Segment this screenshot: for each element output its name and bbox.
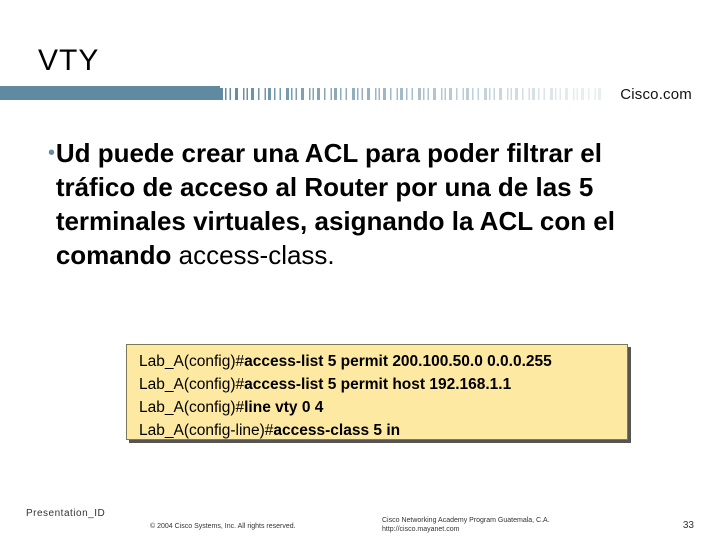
bullet-icon: • (48, 142, 56, 164)
code-line (139, 373, 615, 396)
header-stripe-band (0, 86, 720, 104)
cisco-logo: Cisco.com (620, 86, 692, 103)
bullet-body: Ud puede crear una ACL para poder filtrar el tráfico de acceso al Router por una de las 5 terminales virtuales, asignando la ACL con el comando (55, 138, 615, 270)
code-line (139, 350, 615, 373)
code-box (126, 344, 628, 440)
bullet-command: access-class. (178, 240, 335, 270)
code-command: access-list 5 permit 200.100.50.0 0.0.0.255 (244, 353, 552, 370)
code-line (139, 419, 615, 442)
page-number: 33 (682, 520, 694, 531)
bullet-text (56, 136, 688, 272)
slide-title: VTY (38, 44, 100, 77)
code-command: access-list 5 permit host 192.168.1.1 (244, 376, 512, 393)
code-command: access-class 5 in (273, 422, 401, 439)
code-command: line vty 0 4 (244, 399, 324, 416)
code-prompt: Lab_A(config)# (139, 353, 245, 370)
footer-academy-name: Cisco Networking Academy Program Guatemala, C.A. (382, 517, 550, 524)
footer-academy-url: http://cisco.mayanet.com (382, 526, 460, 533)
footer-presentation-id: Presentation_ID (26, 508, 106, 519)
footer-copyright: © 2004 Cisco Systems, Inc. All rights reserved. (150, 523, 296, 530)
code-prompt: Lab_A(config)# (139, 376, 245, 393)
bullet-item (48, 136, 688, 272)
code-prompt: Lab_A(config-line)# (139, 422, 274, 439)
code-line (139, 396, 615, 419)
code-prompt: Lab_A(config)# (139, 399, 245, 416)
footer-academy (382, 516, 550, 534)
